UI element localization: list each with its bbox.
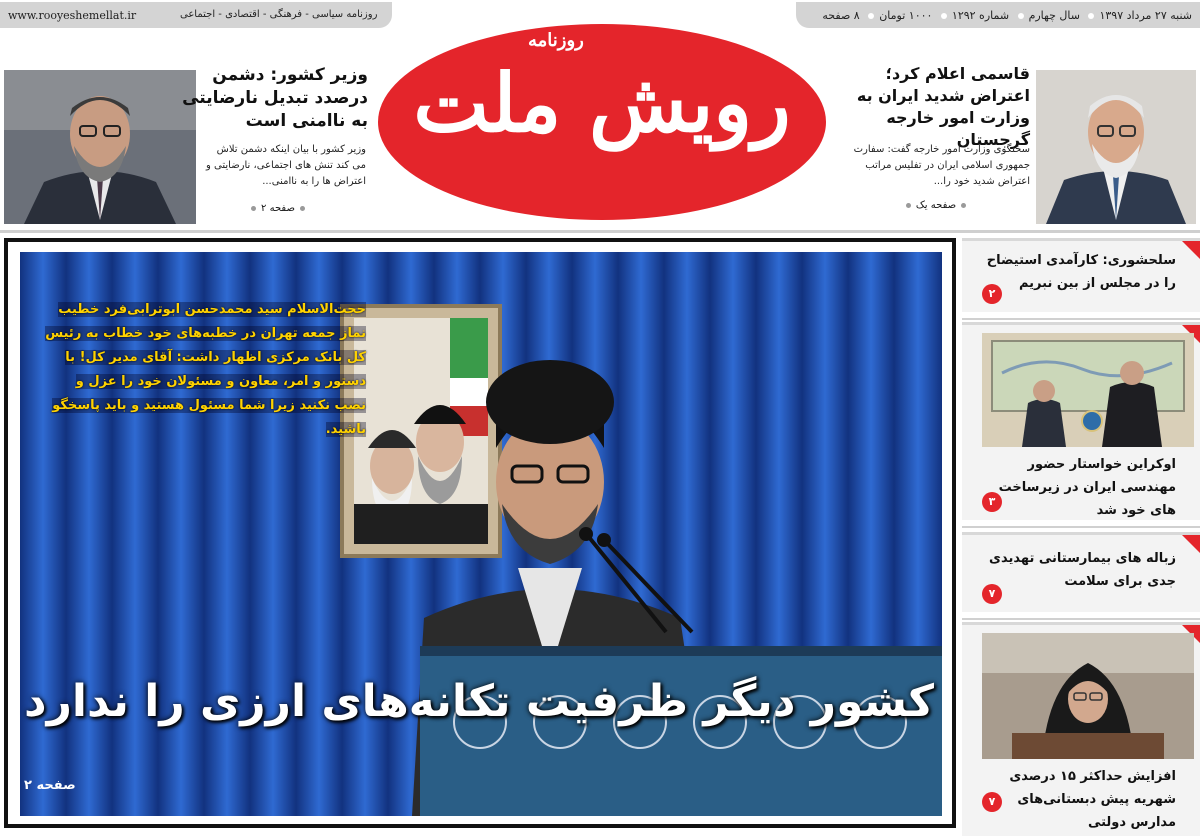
- issue-price: ۱۰۰۰ تومان: [879, 9, 933, 22]
- logo-subtext: روزنامه: [528, 30, 584, 51]
- dots-decoration: [959, 200, 968, 211]
- sidebar-item-2[interactable]: [962, 322, 1200, 520]
- ukraine-meeting-photo: [982, 333, 1194, 447]
- masthead-logo: [378, 12, 826, 230]
- main-caption-text: حجت‌الاسلام سید محمدحسن ابوترابی‌فرد خطیب نماز جمعه تهران در خطبه‌های خود خطاب به رئیس کل بانک مرکزی اظهار داشت: آقای مدیر کل! با دستور و امر، معاون و مسئولان خود را عزل و نصب نکنید زیرا شما مسئول هستید و باید پاسخگو باشید.: [45, 302, 366, 437]
- top-right-page-label: صفحه یک: [915, 200, 957, 211]
- sidebar-item-2-page[interactable]: ۳: [982, 492, 1002, 512]
- main-page-ref[interactable]: صفحه ۲: [24, 778, 76, 793]
- top-right-page-ref[interactable]: [896, 200, 976, 211]
- official-woman-photo: [982, 633, 1194, 759]
- sidebar-item-1-page[interactable]: ۲: [982, 284, 1002, 304]
- sidebar-item-3-page[interactable]: ۷: [982, 584, 1002, 604]
- top-right-headline[interactable]: قاسمی اعلام کرد؛ اعتراض شدید ایران به وزارت امور خارجه گرجستان: [856, 64, 1030, 149]
- sidebar-divider: [962, 318, 1200, 320]
- top-left-page-label: صفحه ۲: [261, 203, 295, 214]
- sidebar-item-3-text: زباله های بیمارستانی تهدیدی جدی برای سلامت: [989, 551, 1176, 589]
- issue-info-line: [822, 9, 1192, 22]
- main-headline[interactable]: کشور دیگر ظرفیت تکانه‌های ارزی را ندارد: [23, 676, 934, 727]
- top-left-page-ref[interactable]: [238, 203, 318, 214]
- section-divider: [0, 230, 1200, 233]
- sidebar-item-2-text: اوکراین خواستار حضور مهندسی ایران در زیرساخت های خود شد: [998, 457, 1176, 518]
- newspaper-tagline: روزنامه سیاسی - فرهنگی - اقتصادی - اجتماعی: [180, 9, 378, 20]
- website-url: www.rooyeshemellat.ir: [8, 9, 137, 22]
- sidebar-item-4-text: افزایش حداکثر ۱۵ درصدی شهریه پیش دبستانی‌های مدارس دولتی: [1009, 769, 1176, 830]
- top-left-headline[interactable]: وزیر کشور: دشمن درصدد تبدیل نارضایتی به ناامنی است: [182, 65, 368, 131]
- dots-decoration: [249, 203, 258, 214]
- issue-pages: ۸ صفحه: [822, 9, 860, 22]
- issue-year: سال چهارم: [1028, 9, 1080, 22]
- site-info-bar: [0, 2, 392, 28]
- corner-marker: [1182, 241, 1200, 259]
- top-right-summary: سخنگوی وزارت امور خارجه گفت: سفارت جمهوری اسلامی ایران در تفلیس مراتب اعتراض شدید خود را...: [853, 144, 1030, 187]
- top-left-summary: وزیر کشور با بیان اینکه دشمن تلاش می کند تنش های اجتماعی، نارضایتی و اعتراض ها را به ناامنی...: [206, 144, 366, 187]
- spokesman-photo: [1036, 70, 1196, 224]
- issue-date: شنبه ۲۷ مرداد ۱۳۹۷: [1099, 9, 1192, 22]
- issue-number: شماره ۱۲۹۲: [951, 9, 1010, 22]
- logo-wordmark: رویش ملت: [413, 56, 791, 150]
- sidebar-item-1-text: سلحشوری: کارآمدی استیضاح را در مجلس از بین نبریم: [986, 253, 1176, 291]
- corner-marker: [1182, 535, 1200, 553]
- sidebar-item-4-page[interactable]: ۷: [982, 792, 1002, 812]
- sidebar-divider: [962, 618, 1200, 620]
- dots-decoration: [904, 200, 913, 211]
- dots-decoration: [298, 203, 307, 214]
- main-story-caption: [40, 298, 366, 442]
- issue-info-bar: [796, 2, 1200, 28]
- sidebar-divider: [962, 526, 1200, 528]
